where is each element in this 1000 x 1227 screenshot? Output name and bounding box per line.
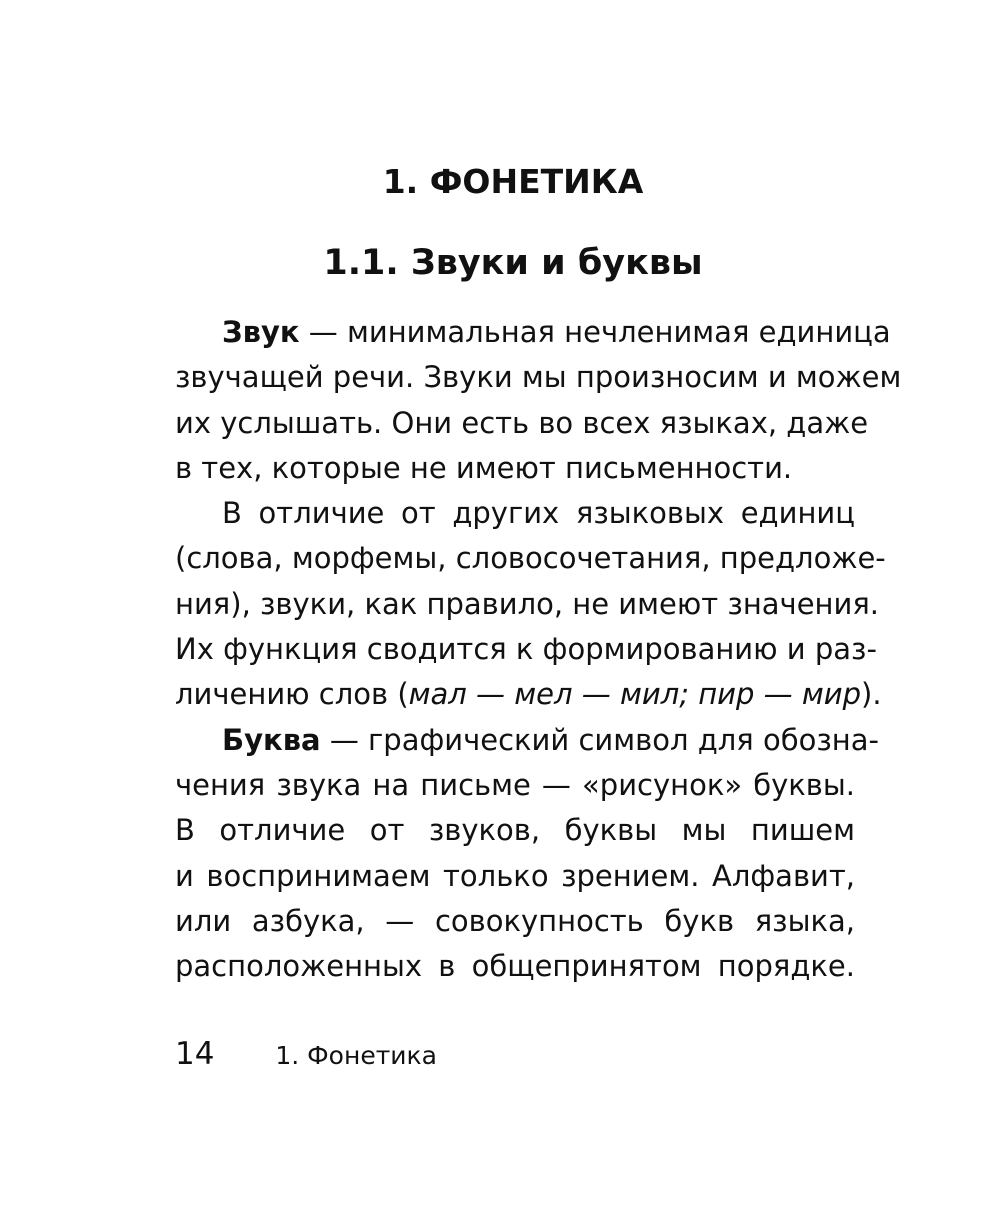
text-line: их услышать. Они есть во всех языках, даже (175, 405, 869, 440)
text-line: Их функция сводится к формированию и раз- (175, 632, 877, 667)
text-line (175, 672, 882, 717)
text-line: В отличие от звуков, буквы мы пишем (175, 813, 855, 848)
text-span: личению слов ( (175, 677, 409, 712)
text-line: ния), звуки, как правило, не имеют значения. (175, 586, 880, 621)
text-line: звучащей речи. Звуки мы произносим и можем (175, 360, 902, 395)
running-head: 1. Фонетика (275, 1041, 437, 1070)
page-footer (175, 1036, 437, 1072)
text-span: ). (861, 677, 882, 712)
paragraph-sound (175, 310, 902, 491)
text-line: и воспринимаем только зрением. Алфавит, (175, 858, 855, 893)
term-sound: Звук (222, 315, 300, 349)
page-number: 14 (175, 1036, 215, 1072)
body-text (175, 310, 902, 989)
section-title: 1.1. Звуки и буквы (323, 243, 703, 283)
text-line: чения звука на письме — «рисунок» буквы. (175, 767, 855, 802)
text-line (175, 718, 879, 763)
chapter-title: 1. ФОНЕТИКА (382, 162, 644, 201)
text-span: — минимальная нечленимая единица (308, 315, 891, 349)
text-line: или азбука, — совокупность букв языка, (175, 903, 855, 938)
paragraph-letter (175, 718, 879, 990)
text-line (175, 310, 891, 355)
text-line: расположенных в общепринятом порядке. (175, 949, 855, 984)
example-words: мал — мел — мил; пир — мир (408, 677, 862, 712)
text-line: (слова, морфемы, словосочетания, предложе- (175, 541, 886, 576)
term-letter: Буква (222, 722, 321, 757)
text-span: — графический символ для обозна- (329, 722, 879, 757)
text-line: В отличие от других языковых единиц (222, 496, 855, 531)
text-line: в тех, которые не имеют письменности. (175, 450, 793, 485)
paragraph-difference (175, 491, 886, 717)
